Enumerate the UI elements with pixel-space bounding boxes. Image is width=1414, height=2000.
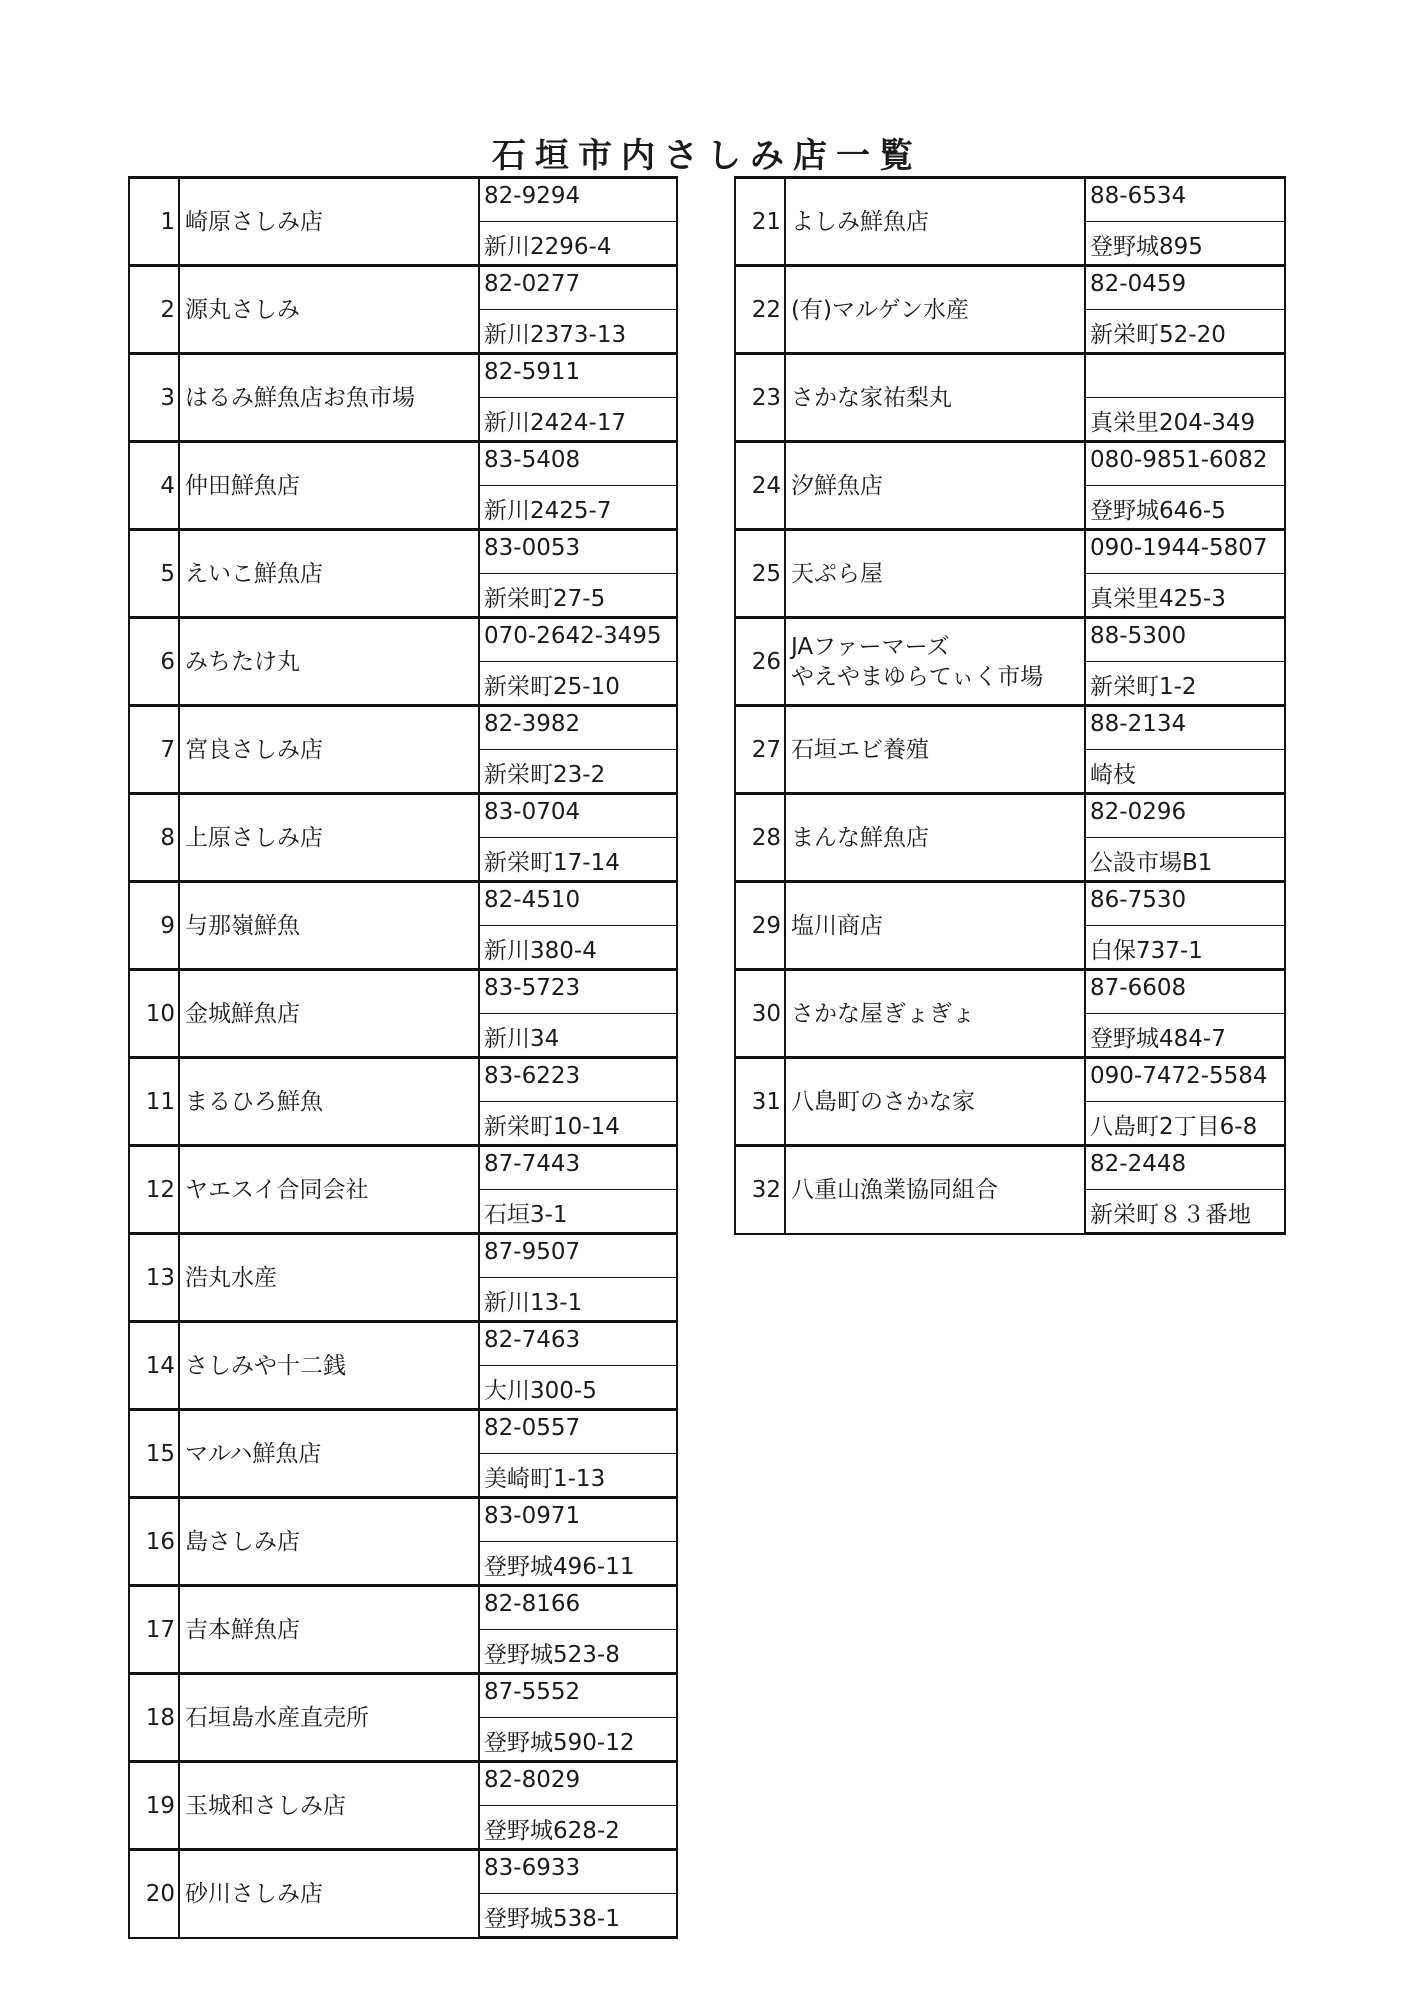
shop-name — [785, 706, 1085, 794]
shop-row — [735, 442, 1285, 486]
shop-name-line: 浩丸水産 — [185, 1264, 277, 1291]
shop-name — [179, 1762, 479, 1850]
shop-name-line: えいこ鮮魚店 — [185, 560, 323, 587]
shop-address: 新川13-1 — [479, 1278, 677, 1322]
shop-phone: 82-4510 — [479, 882, 677, 926]
shop-name — [179, 1146, 479, 1234]
shop-address: 新川2424-17 — [479, 398, 677, 442]
shop-number: 10 — [129, 970, 179, 1058]
shop-number: 16 — [129, 1498, 179, 1586]
shop-name — [179, 1410, 479, 1498]
shop-row — [129, 970, 677, 1014]
shop-row — [129, 1850, 677, 1894]
shop-name — [785, 442, 1085, 530]
shop-address: 白保737-1 — [1085, 926, 1285, 970]
shop-address: 新栄町25-10 — [479, 662, 677, 706]
shop-name-line: まんな鮮魚店 — [791, 824, 929, 851]
shop-number: 26 — [735, 618, 785, 706]
shop-row — [129, 618, 677, 662]
shop-name-line: さかな屋ぎょぎょ — [791, 1000, 975, 1027]
shop-name-line: みちたけ丸 — [185, 648, 300, 675]
shop-phone: 83-6933 — [479, 1850, 677, 1894]
shop-address: 公設市場B1 — [1085, 838, 1285, 882]
shop-number: 11 — [129, 1058, 179, 1146]
shop-row — [735, 354, 1285, 398]
shop-name — [785, 882, 1085, 970]
shop-name-line: 汐鮮魚店 — [791, 472, 883, 499]
shop-number: 17 — [129, 1586, 179, 1674]
shop-name-line: 金城鮮魚店 — [185, 1000, 300, 1027]
shop-number: 2 — [129, 266, 179, 354]
shop-address: 登野城646-5 — [1085, 486, 1285, 530]
shop-phone: 87-5552 — [479, 1674, 677, 1718]
shop-name-line: さかな家祐梨丸 — [791, 384, 952, 411]
shop-address: 登野城496-11 — [479, 1542, 677, 1586]
shop-address: 大川300-5 — [479, 1366, 677, 1410]
shop-address: 新川34 — [479, 1014, 677, 1058]
shop-number: 18 — [129, 1674, 179, 1762]
shop-row — [129, 882, 677, 926]
shop-number: 15 — [129, 1410, 179, 1498]
shop-row — [129, 1410, 677, 1454]
shop-phone: 88-6534 — [1085, 178, 1285, 222]
shop-row — [129, 1146, 677, 1190]
shop-phone: 87-9507 — [479, 1234, 677, 1278]
shop-name — [179, 970, 479, 1058]
shop-row — [129, 1762, 677, 1806]
shop-row — [129, 266, 677, 310]
shop-name-line: 砂川さしみ店 — [185, 1880, 323, 1907]
shop-row — [735, 266, 1285, 310]
shop-name-line: マルハ鮮魚店 — [185, 1440, 322, 1467]
shop-row — [735, 618, 1285, 662]
shop-address: 登野城590-12 — [479, 1718, 677, 1762]
shop-row — [735, 1146, 1285, 1190]
shop-phone: 83-5723 — [479, 970, 677, 1014]
shop-phone: 88-5300 — [1085, 618, 1285, 662]
shop-address: 新栄町８３番地 — [1085, 1190, 1285, 1234]
shop-phone: 82-0277 — [479, 266, 677, 310]
shop-row — [735, 794, 1285, 838]
shop-name-line: 仲田鮮魚店 — [185, 472, 300, 499]
shop-name — [785, 1058, 1085, 1146]
shop-phone: 83-0053 — [479, 530, 677, 574]
shop-number: 29 — [735, 882, 785, 970]
shop-row — [129, 1674, 677, 1718]
shop-number: 30 — [735, 970, 785, 1058]
shop-address: 新栄町27-5 — [479, 574, 677, 618]
shop-name-line: まるひろ鮮魚 — [185, 1088, 323, 1115]
shop-name-line: 石垣島水産直売所 — [185, 1704, 369, 1731]
shop-name — [179, 1498, 479, 1586]
shop-name-line: やえやまゆらてぃく市場 — [791, 663, 1044, 690]
shop-name-line: よしみ鮮魚店 — [791, 208, 929, 235]
shop-name-line: 上原さしみ店 — [185, 824, 323, 851]
shop-address: 新栄町17-14 — [479, 838, 677, 882]
shop-name-line: さしみや十二銭 — [185, 1352, 346, 1379]
shop-address: 真栄里204-349 — [1085, 398, 1285, 442]
shop-phone: 86-7530 — [1085, 882, 1285, 926]
shop-name — [179, 1058, 479, 1146]
shop-name-line: 島さしみ店 — [185, 1528, 300, 1555]
shop-address: 新栄町10-14 — [479, 1102, 677, 1146]
shop-name-line: (有)マルゲン水産 — [791, 296, 970, 323]
shop-phone: 82-8166 — [479, 1586, 677, 1630]
shop-number: 22 — [735, 266, 785, 354]
shop-phone: 83-6223 — [479, 1058, 677, 1102]
shop-address: 八島町2丁目6-8 — [1085, 1102, 1285, 1146]
shop-number: 25 — [735, 530, 785, 618]
shop-name-line: 八重山漁業協同組合 — [791, 1176, 998, 1203]
shop-name — [785, 354, 1085, 442]
shop-row — [735, 530, 1285, 574]
shop-table-left — [128, 176, 678, 1939]
shop-name — [785, 530, 1085, 618]
shop-row — [129, 1058, 677, 1102]
shop-name-line: 天ぷら屋 — [791, 560, 883, 587]
shop-name — [179, 178, 479, 266]
shop-number: 24 — [735, 442, 785, 530]
shop-number: 8 — [129, 794, 179, 882]
shop-address: 登野城523-8 — [479, 1630, 677, 1674]
shop-phone: 82-8029 — [479, 1762, 677, 1806]
shop-number: 13 — [129, 1234, 179, 1322]
shop-address: 崎枝 — [1085, 750, 1285, 794]
shop-name-line: 崎原さしみ店 — [185, 208, 323, 235]
shop-phone: 82-7463 — [479, 1322, 677, 1366]
shop-phone: 070-2642-3495 — [479, 618, 677, 662]
shop-phone: 87-6608 — [1085, 970, 1285, 1014]
shop-phone: 83-0704 — [479, 794, 677, 838]
shop-phone: 82-9294 — [479, 178, 677, 222]
shop-address: 登野城538-1 — [479, 1894, 677, 1938]
shop-row — [129, 178, 677, 222]
shop-name — [179, 1234, 479, 1322]
shop-name — [785, 970, 1085, 1058]
shop-phone: 83-0971 — [479, 1498, 677, 1542]
shop-name — [785, 178, 1085, 266]
shop-name — [179, 618, 479, 706]
shop-name — [179, 1586, 479, 1674]
shop-address: 石垣3-1 — [479, 1190, 677, 1234]
shop-phone: 82-0459 — [1085, 266, 1285, 310]
shop-phone — [1085, 354, 1285, 398]
shop-name — [179, 354, 479, 442]
shop-number: 31 — [735, 1058, 785, 1146]
shop-name-line: 塩川商店 — [791, 912, 883, 939]
shop-row — [735, 178, 1285, 222]
shop-row — [735, 706, 1285, 750]
shop-number: 5 — [129, 530, 179, 618]
shop-address: 美崎町1-13 — [479, 1454, 677, 1498]
shop-table-right — [734, 176, 1286, 1235]
shop-name — [785, 794, 1085, 882]
shop-row — [129, 706, 677, 750]
shop-address: 登野城628-2 — [479, 1806, 677, 1850]
shop-name — [179, 882, 479, 970]
shop-address: 新川2296-4 — [479, 222, 677, 266]
shop-address: 新栄町1-2 — [1085, 662, 1285, 706]
shop-row — [129, 1322, 677, 1366]
shop-row — [129, 1586, 677, 1630]
shop-name-line: 玉城和さしみ店 — [185, 1792, 346, 1819]
shop-row — [735, 1058, 1285, 1102]
shop-address: 新栄町23-2 — [479, 750, 677, 794]
shop-number: 27 — [735, 706, 785, 794]
shop-row — [129, 1498, 677, 1542]
shop-phone: 82-0557 — [479, 1410, 677, 1454]
shop-number: 20 — [129, 1850, 179, 1938]
shop-phone: 88-2134 — [1085, 706, 1285, 750]
shop-name-line: 宮良さしみ店 — [185, 736, 323, 763]
shop-number: 4 — [129, 442, 179, 530]
shop-row — [129, 794, 677, 838]
shop-name — [179, 266, 479, 354]
shop-number: 6 — [129, 618, 179, 706]
shop-row — [735, 882, 1285, 926]
shop-name-line: ヤエスイ合同会社 — [185, 1176, 369, 1203]
shop-name — [179, 794, 479, 882]
shop-number: 12 — [129, 1146, 179, 1234]
shop-address: 登野城484-7 — [1085, 1014, 1285, 1058]
shop-phone: 87-7443 — [479, 1146, 677, 1190]
shop-number: 32 — [735, 1146, 785, 1234]
shop-number: 1 — [129, 178, 179, 266]
shop-phone: 82-2448 — [1085, 1146, 1285, 1190]
shop-address: 新川2373-13 — [479, 310, 677, 354]
shop-row — [129, 1234, 677, 1278]
shop-address: 新栄町52-20 — [1085, 310, 1285, 354]
shop-number: 9 — [129, 882, 179, 970]
shop-name-line: 源丸さしみ — [185, 296, 300, 323]
shop-name — [785, 1146, 1085, 1234]
shop-name-line: 吉本鮮魚店 — [185, 1616, 300, 1643]
shop-phone: 090-7472-5584 — [1085, 1058, 1285, 1102]
shop-address: 新川2425-7 — [479, 486, 677, 530]
shop-phone: 83-5408 — [479, 442, 677, 486]
shop-name-line: 八島町のさかな家 — [791, 1088, 975, 1115]
shop-row — [129, 442, 677, 486]
shop-name — [179, 530, 479, 618]
shop-phone: 82-5911 — [479, 354, 677, 398]
shop-number: 19 — [129, 1762, 179, 1850]
shop-phone: 090-1944-5807 — [1085, 530, 1285, 574]
shop-address: 登野城895 — [1085, 222, 1285, 266]
shop-address: 真栄里425-3 — [1085, 574, 1285, 618]
shop-row — [129, 354, 677, 398]
shop-number: 28 — [735, 794, 785, 882]
shop-phone: 82-3982 — [479, 706, 677, 750]
shop-name-line: 石垣エビ養殖 — [791, 736, 929, 763]
shop-name-line: 与那嶺鮮魚 — [185, 912, 300, 939]
shop-phone: 080-9851-6082 — [1085, 442, 1285, 486]
shop-row — [735, 970, 1285, 1014]
shop-name — [785, 266, 1085, 354]
shop-name — [179, 1322, 479, 1410]
shop-name — [179, 706, 479, 794]
shop-phone: 82-0296 — [1085, 794, 1285, 838]
shop-number: 3 — [129, 354, 179, 442]
shop-row — [129, 530, 677, 574]
shop-name — [785, 618, 1085, 706]
shop-address: 新川380-4 — [479, 926, 677, 970]
shop-name — [179, 442, 479, 530]
shop-name — [179, 1850, 479, 1938]
page-title: 石垣市内さしみ店一覧 — [492, 136, 922, 176]
shop-number: 21 — [735, 178, 785, 266]
shop-number: 23 — [735, 354, 785, 442]
shop-name — [179, 1674, 479, 1762]
shop-number: 14 — [129, 1322, 179, 1410]
shop-name-line: JAファーマーズ — [791, 633, 950, 660]
shop-number: 7 — [129, 706, 179, 794]
shop-name-line: はるみ鮮魚店お魚市場 — [185, 384, 415, 411]
